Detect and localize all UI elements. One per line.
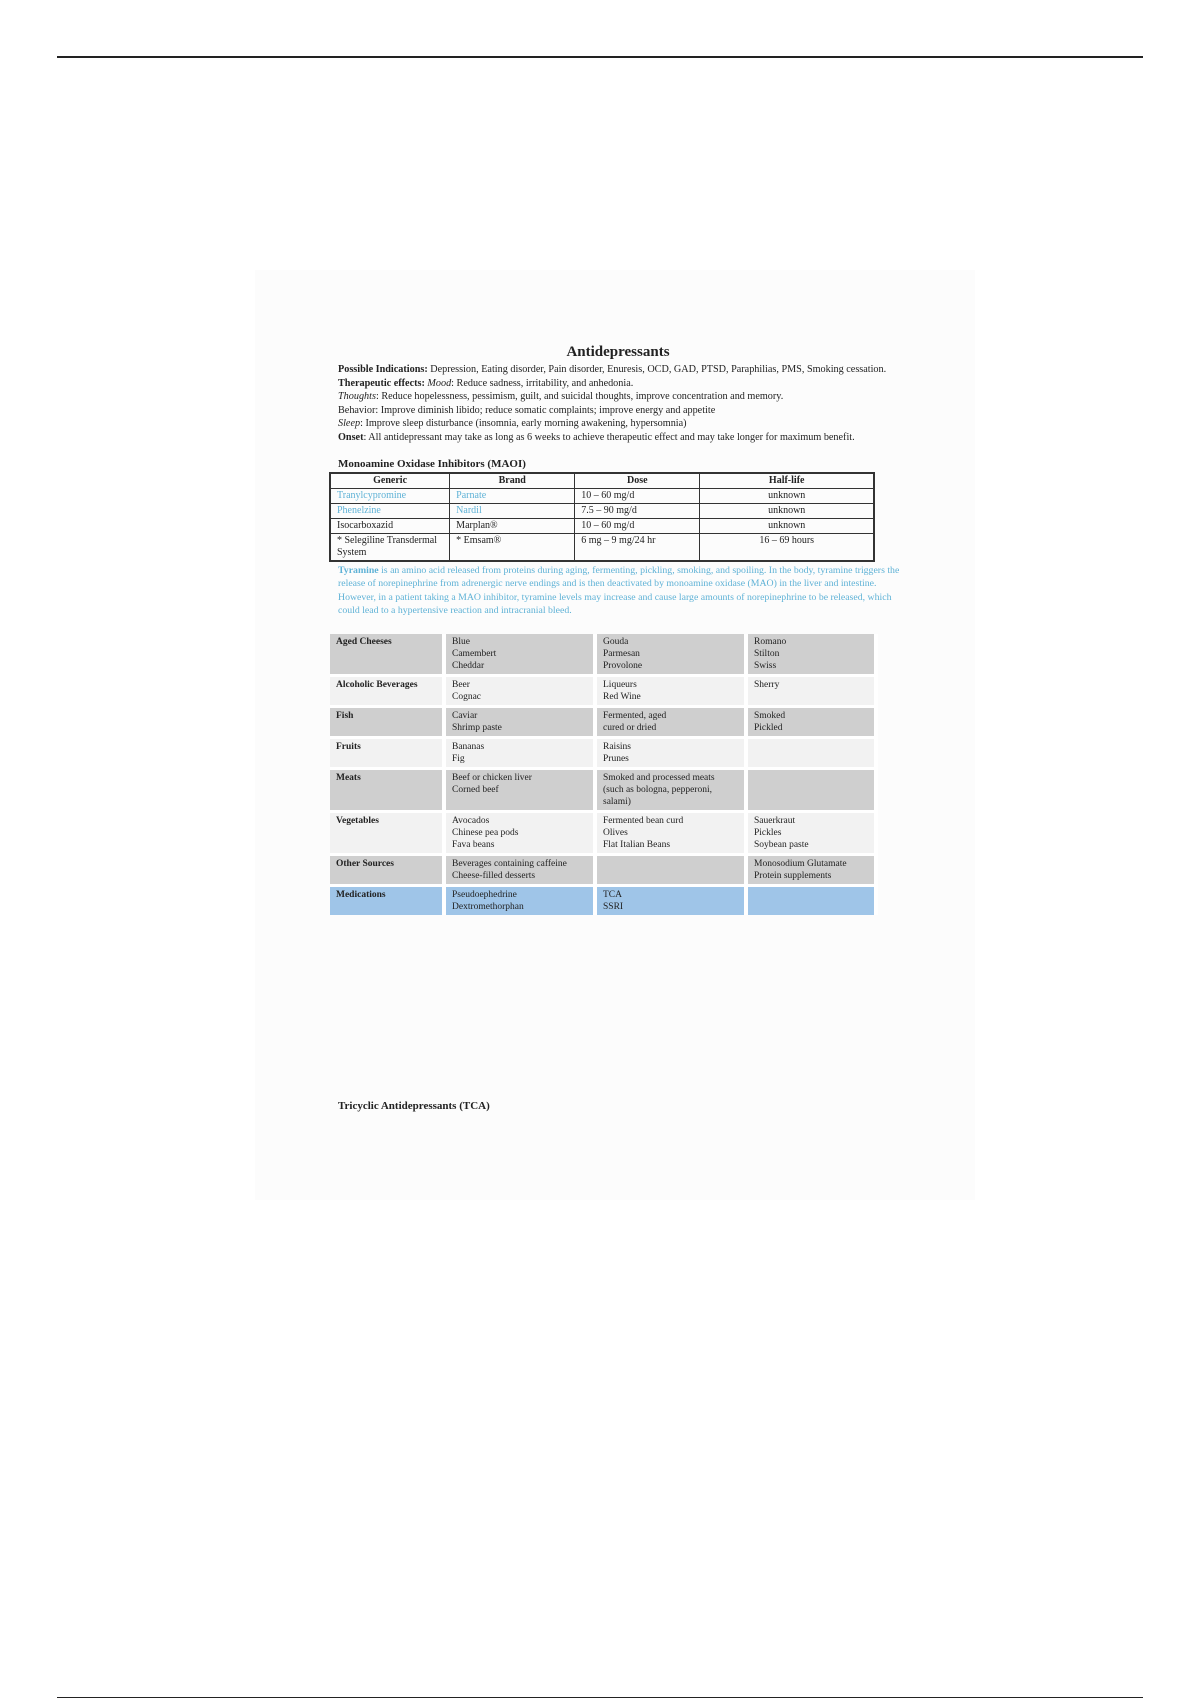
- food-row: [330, 739, 876, 767]
- thoughts-text: : Reduce hopelessness, pessimism, guilt, and suicidal thoughts, improve concentration and memory.: [375, 391, 784, 402]
- document-title: Antidepressants: [566, 344, 670, 360]
- maoi-generic: Tranylcypromine: [330, 488, 450, 503]
- maoi-half-life: unknown: [700, 518, 874, 533]
- indications-paragraph: [338, 363, 898, 377]
- food-items-col-1: Beer Cognac: [444, 677, 595, 705]
- food-items-col-3: Smoked Pickled: [746, 708, 876, 736]
- food-items-col-1: Bananas Fig: [444, 739, 595, 767]
- food-row: [330, 708, 876, 736]
- maoi-row: [330, 488, 874, 503]
- header-rule: [57, 56, 1143, 58]
- maoi-table: [329, 472, 875, 562]
- effects-behavior: Behavior: Improve diminish libido; reduce somatic complaints; improve energy and appetite: [338, 404, 716, 416]
- onset-paragraph: [338, 431, 898, 445]
- food-items-col-2: Gouda Parmesan Provolone: [595, 634, 746, 674]
- food-items-col-2: Fermented bean curd Olives Flat Italian Beans: [595, 813, 746, 853]
- maoi-brand: * Emsam®: [450, 533, 575, 561]
- food-category: Aged Cheeses: [330, 634, 444, 674]
- maoi-generic: * Selegiline Transdermal System: [330, 533, 450, 561]
- indications-label: Possible Indications:: [338, 364, 428, 375]
- food-row: [330, 634, 876, 674]
- maoi-dose: 7.5 – 90 mg/d: [575, 503, 700, 518]
- food-items-col-1: Pseudoephedrine Dextromethorphan: [444, 887, 595, 915]
- food-items-col-1: Blue Camembert Cheddar: [444, 634, 595, 674]
- tyramine-foods-table: [330, 634, 878, 915]
- food-items-col-2: [595, 856, 746, 884]
- maoi-half-life: unknown: [700, 503, 874, 518]
- maoi-row: [330, 518, 874, 533]
- food-items-col-3: Monosodium Glutamate Protein supplements: [746, 856, 876, 884]
- effects-mood: [338, 377, 898, 391]
- food-items-col-2: Fermented, aged cured or dried: [595, 708, 746, 736]
- tyramine-label: Tyramine: [338, 564, 379, 576]
- thoughts-label: Thoughts: [338, 391, 376, 402]
- food-items-col-2: Smoked and processed meats (such as bologna, pepperoni, salami): [595, 770, 746, 810]
- maoi-dose: 10 – 60 mg/d: [575, 518, 700, 533]
- onset-text: : All antidepressant may take as long as 6 weeks to achieve therapeutic effect and may take longer for maximum benefit.: [363, 431, 855, 443]
- maoi-brand: Parnate: [450, 488, 575, 503]
- food-items-col-2: TCA SSRI: [595, 887, 746, 915]
- maoi-header-dose: Dose: [575, 473, 700, 489]
- food-items-col-1: Avocados Chinese pea pods Fava beans: [444, 813, 595, 853]
- maoi-header-row: [330, 473, 874, 489]
- maoi-heading: Monoamine Oxidase Inhibitors (MAOI): [338, 458, 526, 470]
- food-items-col-2: Liqueurs Red Wine: [595, 677, 746, 705]
- onset-label: Onset: [338, 431, 364, 443]
- mood-label: Mood: [427, 377, 452, 389]
- tca-heading: Tricyclic Antidepressants (TCA): [338, 1100, 490, 1112]
- tyramine-paragraph: [338, 564, 904, 618]
- food-category: Other Sources: [330, 856, 444, 884]
- food-items-col-1: Caviar Shrimp paste: [444, 708, 595, 736]
- food-items-col-3: [746, 770, 876, 810]
- maoi-generic: Phenelzine: [330, 503, 450, 518]
- food-category: Vegetables: [330, 813, 444, 853]
- maoi-row: [330, 503, 874, 518]
- food-items-col-3: [746, 739, 876, 767]
- maoi-dose: 10 – 60 mg/d: [575, 488, 700, 503]
- food-category: Fish: [330, 708, 444, 736]
- maoi-dose: 6 mg – 9 mg/24 hr: [575, 533, 700, 561]
- tyramine-text: is an amino acid released from proteins during aging, fermenting, pickling, smoking, and spoiling. In the body, tyramine triggers the release of norepinephrine from adrenergic nerve endings and is then deactivated by monoamine oxidase (MAO) in the liver and intestine. However, in a patient taking a MAO inhibitor, tyramine levels may increase and cause large amounts of norepinephrine to be released, which could lead to a hypertensive reaction and intracranial bleed.: [338, 564, 900, 616]
- maoi-header-brand: Brand: [450, 473, 575, 489]
- effects-label: Therapeutic effects:: [338, 377, 425, 389]
- effects-thoughts: [338, 390, 898, 404]
- food-items-col-2: Raisins Prunes: [595, 739, 746, 767]
- food-category: Fruits: [330, 739, 444, 767]
- effects-sleep: [338, 417, 898, 431]
- mood-text: : Reduce sadness, irritability, and anhedonia.: [451, 377, 634, 389]
- food-items-col-1: Beverages containing caffeine Cheese-filled desserts: [444, 856, 595, 884]
- footer-rule: [57, 1697, 1143, 1698]
- maoi-row: [330, 533, 874, 561]
- food-row: [330, 856, 876, 884]
- food-category: Alcoholic Beverages: [330, 677, 444, 705]
- food-category: Medications: [330, 887, 444, 915]
- maoi-header-half-life: Half-life: [700, 473, 874, 489]
- sleep-text: : Improve sleep disturbance (insomnia, early morning awakening, hypersomnia): [360, 418, 687, 429]
- food-items-col-3: Romano Stilton Swiss: [746, 634, 876, 674]
- indications-text: Depression, Eating disorder, Pain disorder, Enuresis, OCD, GAD, PTSD, Paraphilias, PMS, Smoking cessation.: [427, 364, 887, 375]
- food-category: Meats: [330, 770, 444, 810]
- food-items-col-3: [746, 887, 876, 915]
- maoi-half-life: unknown: [700, 488, 874, 503]
- maoi-generic: Isocarboxazid: [330, 518, 450, 533]
- food-row: [330, 813, 876, 853]
- document-content: [338, 343, 898, 915]
- sleep-label: Sleep: [338, 418, 361, 429]
- food-row: [330, 770, 876, 810]
- maoi-half-life: 16 – 69 hours: [700, 533, 874, 561]
- food-row: [330, 887, 876, 915]
- food-items-col-1: Beef or chicken liver Corned beef: [444, 770, 595, 810]
- food-items-col-3: Sauerkraut Pickles Soybean paste: [746, 813, 876, 853]
- maoi-brand: Marplan®: [450, 518, 575, 533]
- food-items-col-3: Sherry: [746, 677, 876, 705]
- maoi-brand: Nardil: [450, 503, 575, 518]
- food-row: [330, 677, 876, 705]
- maoi-header-generic: Generic: [330, 473, 450, 489]
